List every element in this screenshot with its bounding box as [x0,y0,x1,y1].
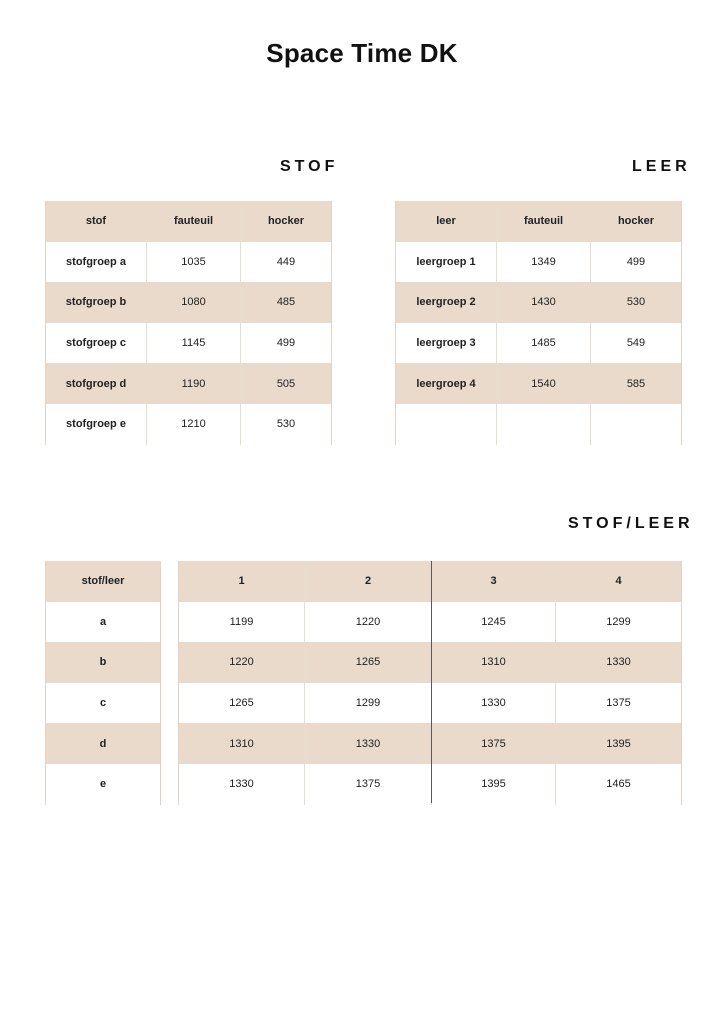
leer-row-empty [396,404,682,445]
stofleer-row-label: d [46,723,161,764]
stofleer-value-cell: 1245 [432,602,556,643]
page-title: Space Time DK [266,38,458,68]
leer-group-cell: leergroep 2 [396,282,497,323]
stofleer-value-cell: 1330 [556,642,682,683]
leer-header-cell: hocker [591,201,682,242]
stof-header-row [46,201,332,242]
leer-header-cell: fauteuil [497,201,591,242]
stof-header-cell: hocker [241,201,332,242]
stofleer-row-label: a [46,602,161,643]
stof-hocker-cell: 499 [241,323,332,364]
stofleer-value-cell: 1465 [556,764,682,805]
stof-group-cell: stofgroep d [46,363,147,404]
stof-section-label: STOF [280,158,339,175]
stof-row [46,282,332,323]
stofleer-value-cell: 1330 [305,723,432,764]
stofleer-row-label: e [46,764,161,805]
leer-row [396,242,682,283]
leer-group-cell: leergroep 1 [396,242,497,283]
stof-fauteuil-cell: 1080 [147,282,241,323]
leer-fauteuil-cell: 1540 [497,363,591,404]
stofleer-col-header: 2 [305,561,432,602]
stofleer-value-cell: 1220 [305,602,432,643]
stofleer-col-header: 4 [556,561,682,602]
stof-header-cell: fauteuil [147,201,241,242]
stof-row [46,363,332,404]
stofleer-col-header: 1 [179,561,305,602]
stofleer-value-cell: 1299 [305,683,432,724]
stof-group-cell: stofgroep c [46,323,147,364]
stof-fauteuil-cell: 1190 [147,363,241,404]
stof-row [46,323,332,364]
leer-hocker-cell: 549 [591,323,682,364]
stof-hocker-cell: 485 [241,282,332,323]
leer-table [395,201,682,445]
stof-table [45,201,332,445]
stof-group-cell: stofgroep e [46,404,147,445]
stof-fauteuil-cell: 1145 [147,323,241,364]
stofleer-value-cell: 1375 [432,723,556,764]
stofleer-row [179,764,682,805]
stof-group-cell: stofgroep a [46,242,147,283]
stof-group-cell: stofgroep b [46,282,147,323]
stofleer-value-cell: 1265 [179,683,305,724]
leer-fauteuil-cell: 1349 [497,242,591,283]
leer-fauteuil-cell: 1485 [497,323,591,364]
stofleer-row [179,723,682,764]
stof-fauteuil-cell: 1210 [147,404,241,445]
stof-hocker-cell: 530 [241,404,332,445]
stofleer-value-cell: 1220 [179,642,305,683]
leer-header-row [396,201,682,242]
stof-row [46,404,332,445]
stofleer-header-row [179,561,682,602]
stofleer-value-cell: 1330 [432,683,556,724]
leer-group-cell: leergroep 4 [396,363,497,404]
stofleer-value-cell: 1375 [305,764,432,805]
stof-hocker-cell: 505 [241,363,332,404]
stofleer-value-cell: 1310 [432,642,556,683]
stofleer-row-label: c [46,683,161,724]
stofleer-value-cell: 1265 [305,642,432,683]
stofleer-value-cell: 1330 [179,764,305,805]
stofleer-value-cell: 1299 [556,602,682,643]
stof-header-cell: stof [46,201,147,242]
leer-header-cell: leer [396,201,497,242]
leer-row [396,363,682,404]
stofleer-row-label-table [45,561,161,805]
stof-hocker-cell: 449 [241,242,332,283]
stof-fauteuil-cell: 1035 [147,242,241,283]
stofleer-value-cell: 1375 [556,683,682,724]
stofleer-value-cell: 1310 [179,723,305,764]
stofleer-section-label: STOF/LEER [568,515,694,532]
leer-section-label: LEER [632,158,691,175]
stofleer-value-cell: 1395 [432,764,556,805]
stof-row [46,242,332,283]
leer-hocker-cell: 585 [591,363,682,404]
leer-group-cell: leergroep 3 [396,323,497,364]
leer-fauteuil-cell [497,404,591,445]
leer-group-cell [396,404,497,445]
stofleer-row [179,683,682,724]
leer-fauteuil-cell: 1430 [497,282,591,323]
leer-row [396,323,682,364]
leer-row [396,282,682,323]
leer-hocker-cell: 530 [591,282,682,323]
leer-hocker-cell: 499 [591,242,682,283]
stofleer-row [179,642,682,683]
stofleer-price-table [178,561,682,805]
stofleer-col-header: 3 [432,561,556,602]
stofleer-group-divider [431,561,432,803]
stofleer-value-cell: 1199 [179,602,305,643]
stofleer-row-label: b [46,642,161,683]
stofleer-value-cell: 1395 [556,723,682,764]
stofleer-row-header: stof/leer [46,561,161,602]
stofleer-row [179,602,682,643]
leer-hocker-cell [591,404,682,445]
